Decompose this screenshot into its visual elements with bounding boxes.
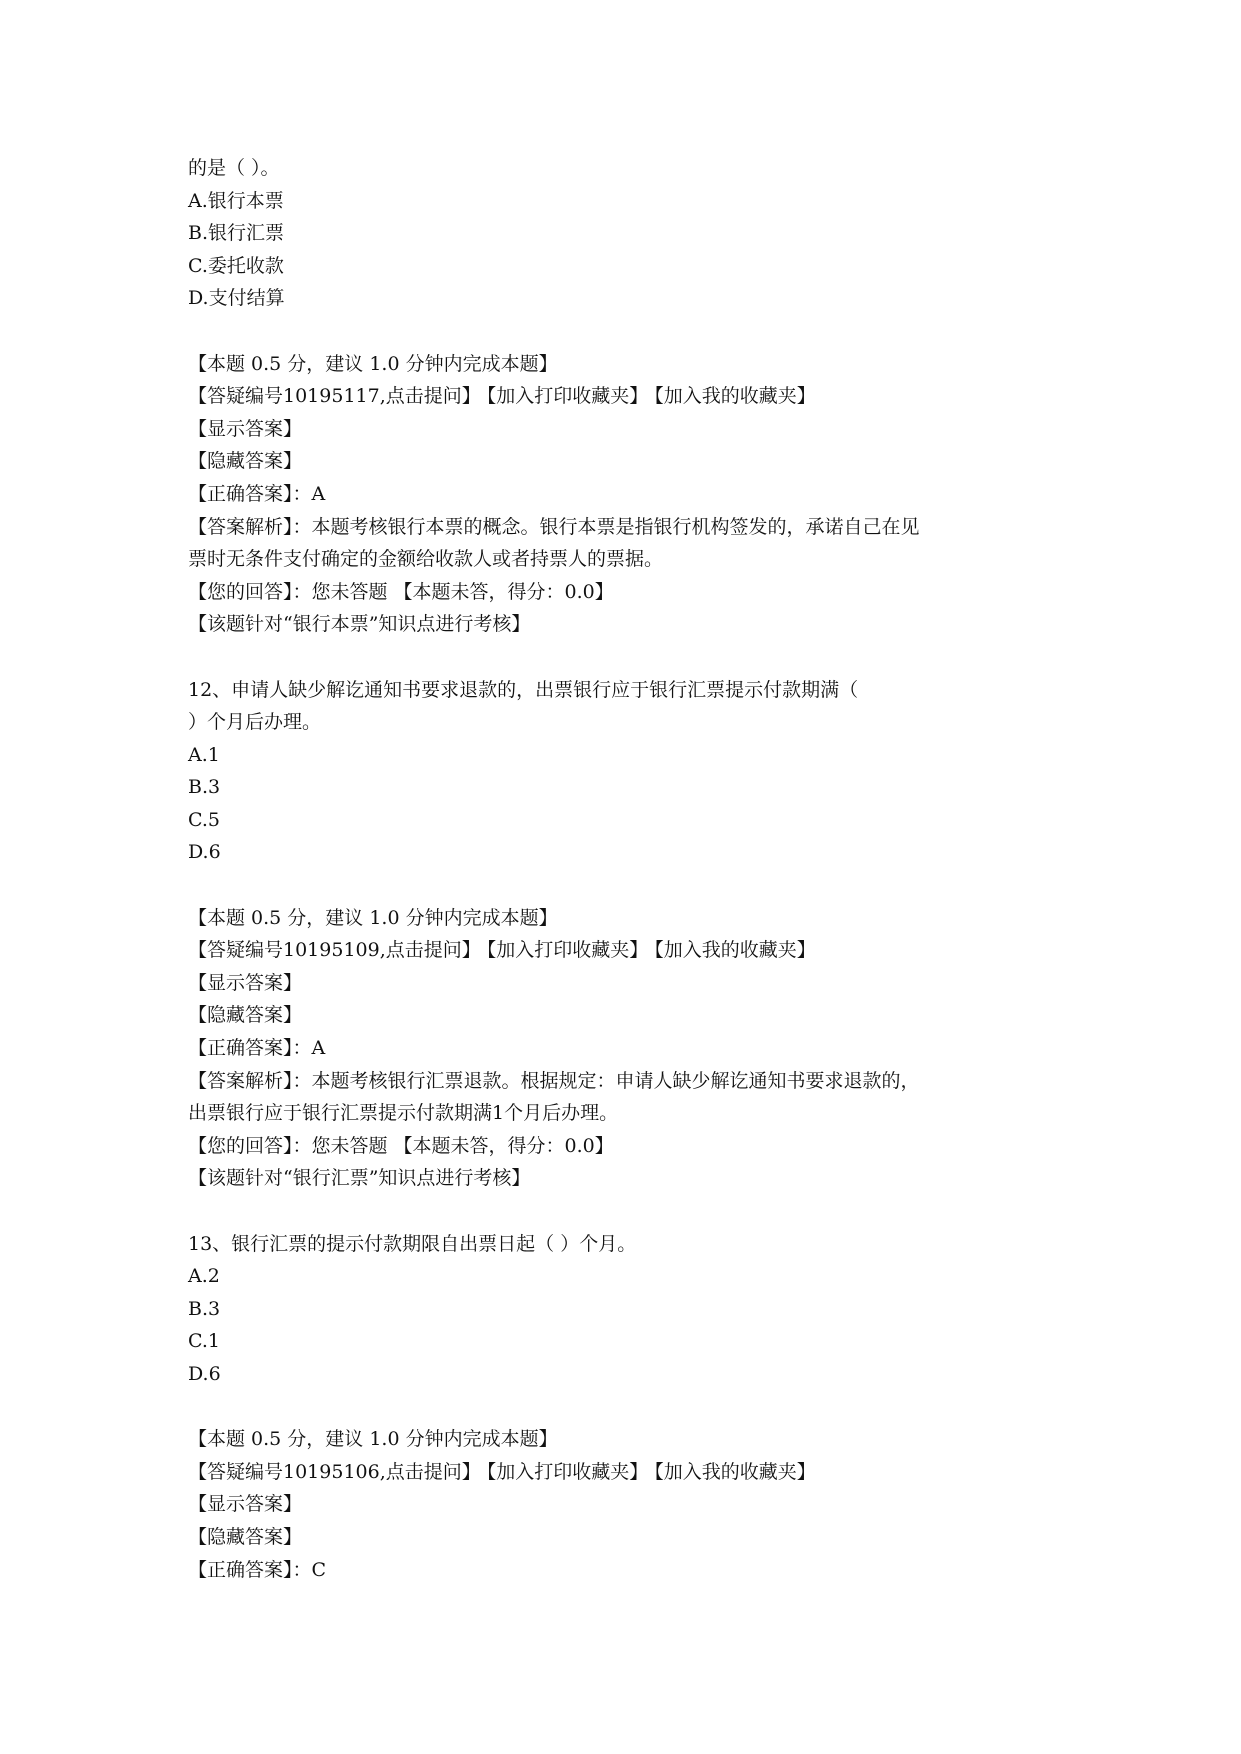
document-content <box>188 152 1068 1586</box>
q12-analysis-line1: 【答案解析】：本题考核银行汇票退款。根据规定：申请人缺少解讫通知书要求退款的， <box>188 1069 920 1092</box>
q13-option-b: B.3 <box>188 1297 221 1320</box>
q13-hide-answer-link[interactable]: 【隐藏答案】 <box>188 1525 303 1548</box>
q11-analysis-line2: 票时无条件支付确定的金额给收款人或者持票人的票据。 <box>188 548 664 571</box>
q12-stem-line1: 12、申请人缺少解讫通知书要求退款的，出票银行应于银行汇票提示付款期满（ <box>188 678 859 701</box>
q12-knowledge-point: 【该题针对“银行汇票”知识点进行考核】 <box>188 1167 531 1190</box>
q13-option-c: C.1 <box>188 1330 220 1353</box>
spacer <box>188 1195 1068 1228</box>
q11-stem-tail: 的是（ ）。 <box>188 157 280 179</box>
q12-option-a: A.1 <box>188 743 220 766</box>
spacer <box>188 641 1068 674</box>
q12-ask-question-link[interactable]: 【答疑编号10195109,点击提问】 <box>188 939 481 962</box>
q11-knowledge-point: 【该题针对“银行本票”知识点进行考核】 <box>188 613 531 636</box>
q11-add-print-favorites-link[interactable]: 【加入打印收藏夹】 <box>486 385 649 408</box>
q12-option-c: C.5 <box>188 808 220 831</box>
q12-actions <box>188 934 1068 967</box>
q13-stem-line1: 13、银行汇票的提示付款期限自出票日起（ ）个月。 <box>188 1232 637 1255</box>
q12-score-info: 【本题 0.5 分，建议 1.0 分钟内完成本题】 <box>188 906 558 929</box>
q13-score-info: 【本题 0.5 分，建议 1.0 分钟内完成本题】 <box>188 1428 558 1451</box>
q12-add-print-favorites-link[interactable]: 【加入打印收藏夹】 <box>486 939 649 962</box>
q12-correct-answer: 【正确答案】：A <box>188 1037 326 1060</box>
spacer <box>188 869 1068 902</box>
q11-option-b: B.银行汇票 <box>188 222 285 245</box>
q11-analysis-line1: 【答案解析】：本题考核银行本票的概念。银行本票是指银行机构签发的，承诺自己在见 <box>188 515 920 538</box>
q12-option-d: D.6 <box>188 841 221 864</box>
q11-ask-question-link[interactable]: 【答疑编号10195117,点击提问】 <box>188 385 481 408</box>
q11-option-d: D.支付结算 <box>188 287 285 310</box>
q11-option-c: C.委托收款 <box>188 254 284 277</box>
q11-actions <box>188 380 1068 413</box>
q12-hide-answer-link[interactable]: 【隐藏答案】 <box>188 1004 303 1027</box>
q12-your-answer: 【您的回答】：您未答题 【本题未答，得分：0.0】 <box>188 1134 614 1157</box>
spacer <box>188 315 1068 348</box>
q11-show-answer-link[interactable]: 【显示答案】 <box>188 417 303 440</box>
q11-option-a: A.银行本票 <box>188 189 284 212</box>
q13-add-print-favorites-link[interactable]: 【加入打印收藏夹】 <box>486 1460 649 1483</box>
q13-show-answer-link[interactable]: 【显示答案】 <box>188 1493 303 1516</box>
q12-stem-line2: ）个月后办理。 <box>188 711 322 734</box>
q11-hide-answer-link[interactable]: 【隐藏答案】 <box>188 450 303 473</box>
q11-add-my-favorites-link[interactable]: 【加入我的收藏夹】 <box>654 385 816 408</box>
q13-correct-answer: 【正确答案】：C <box>188 1558 327 1581</box>
q12-option-b: B.3 <box>188 776 221 799</box>
q12-add-my-favorites-link[interactable]: 【加入我的收藏夹】 <box>654 939 816 962</box>
q12-show-answer-link[interactable]: 【显示答案】 <box>188 971 303 994</box>
q11-your-answer: 【您的回答】：您未答题 【本题未答，得分：0.0】 <box>188 580 614 603</box>
q13-actions <box>188 1456 1068 1489</box>
q11-correct-answer: 【正确答案】：A <box>188 482 326 505</box>
q13-add-my-favorites-link[interactable]: 【加入我的收藏夹】 <box>654 1460 816 1483</box>
q13-ask-question-link[interactable]: 【答疑编号10195106,点击提问】 <box>188 1460 481 1483</box>
q11-score-info: 【本题 0.5 分，建议 1.0 分钟内完成本题】 <box>188 352 558 375</box>
spacer <box>188 1391 1068 1424</box>
q13-option-d: D.6 <box>188 1362 221 1385</box>
q13-option-a: A.2 <box>188 1265 220 1288</box>
q12-analysis-line2: 出票银行应于银行汇票提示付款期满1个月后办理。 <box>188 1102 619 1125</box>
